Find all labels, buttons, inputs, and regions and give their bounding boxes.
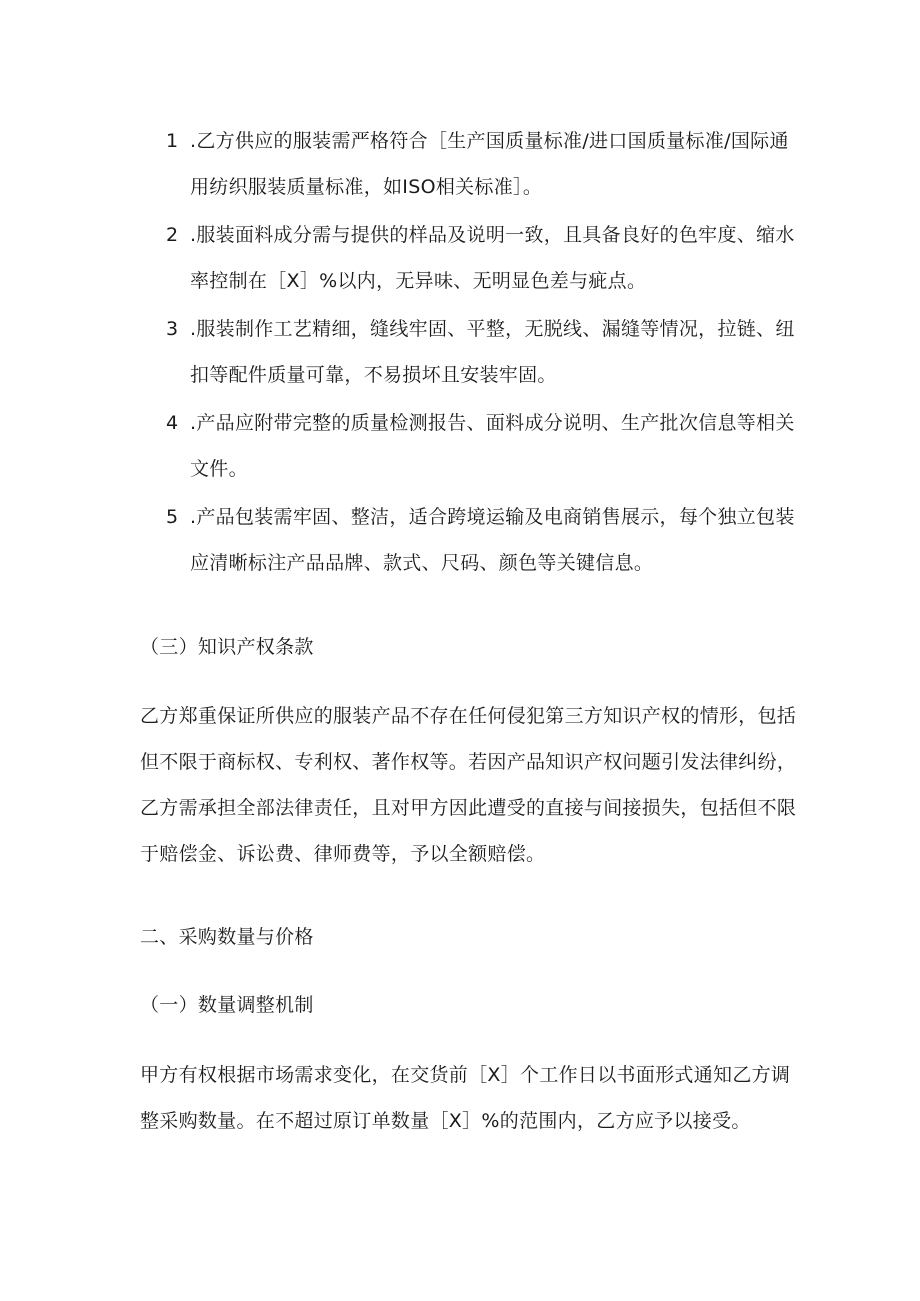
quantity-adjustment-paragraph: 甲方有权根据市场需求变化，在交货前［X］个工作日以书面形式通知乙方调整采购数量。在不超过原订单数量［X］%的范围内，乙方应予以接受。	[140, 1064, 791, 1132]
list-item-text: .服装制作工艺精细，缝线牢固、平整，无脱线、漏缝等情况，拉链、纽扣等配件质量可靠，不易损坏且安装牢固。	[190, 318, 795, 386]
list-item-number: 2	[166, 224, 179, 246]
list-item	[140, 306, 800, 398]
list-item-number: 5	[166, 506, 179, 528]
list-item	[140, 494, 800, 586]
list-item-text: .产品包装需牢固、整洁，适合跨境运输及电商销售展示，每个独立包装应清晰标注产品品牌、款式、尺码、颜色等关键信息。	[190, 506, 795, 574]
list-item-text: .乙方供应的服装需严格符合［生产国质量标准/进口国质量标准/国际通用纺织服装质量标准，如ISO相关标准］。	[190, 130, 789, 198]
ip-clause-heading: （三）知识产权条款	[140, 636, 314, 658]
list-item-text: .服装面料成分需与提供的样品及说明一致，且具备良好的色牢度、缩水率控制在［X］%以内，无异味、无明显色差与疵点。	[190, 224, 795, 292]
ip-clause-paragraph: 乙方郑重保证所供应的服装产品不存在任何侵犯第三方知识产权的情形，包括但不限于商标权、专利权、著作权等。若因产品知识产权问题引发法律纠纷，乙方需承担全部法律责任，且对甲方因此遭受的直接与间接损失，包括但不限于赔偿金、诉讼费、律师费等，予以全额赔偿。	[140, 705, 797, 865]
list-item-number: 3	[166, 318, 179, 340]
list-item	[140, 400, 800, 492]
list-item	[140, 212, 800, 304]
list-item	[140, 118, 800, 210]
quality-requirements-list	[140, 118, 800, 588]
purchase-quantity-price-heading: 二、采购数量与价格	[140, 926, 314, 948]
list-item-number: 4	[166, 412, 179, 434]
list-item-number: 1	[166, 130, 179, 152]
quantity-adjustment-heading: （一）数量调整机制	[140, 994, 314, 1016]
list-item-text: .产品应附带完整的质量检测报告、面料成分说明、生产批次信息等相关文件。	[190, 412, 795, 480]
